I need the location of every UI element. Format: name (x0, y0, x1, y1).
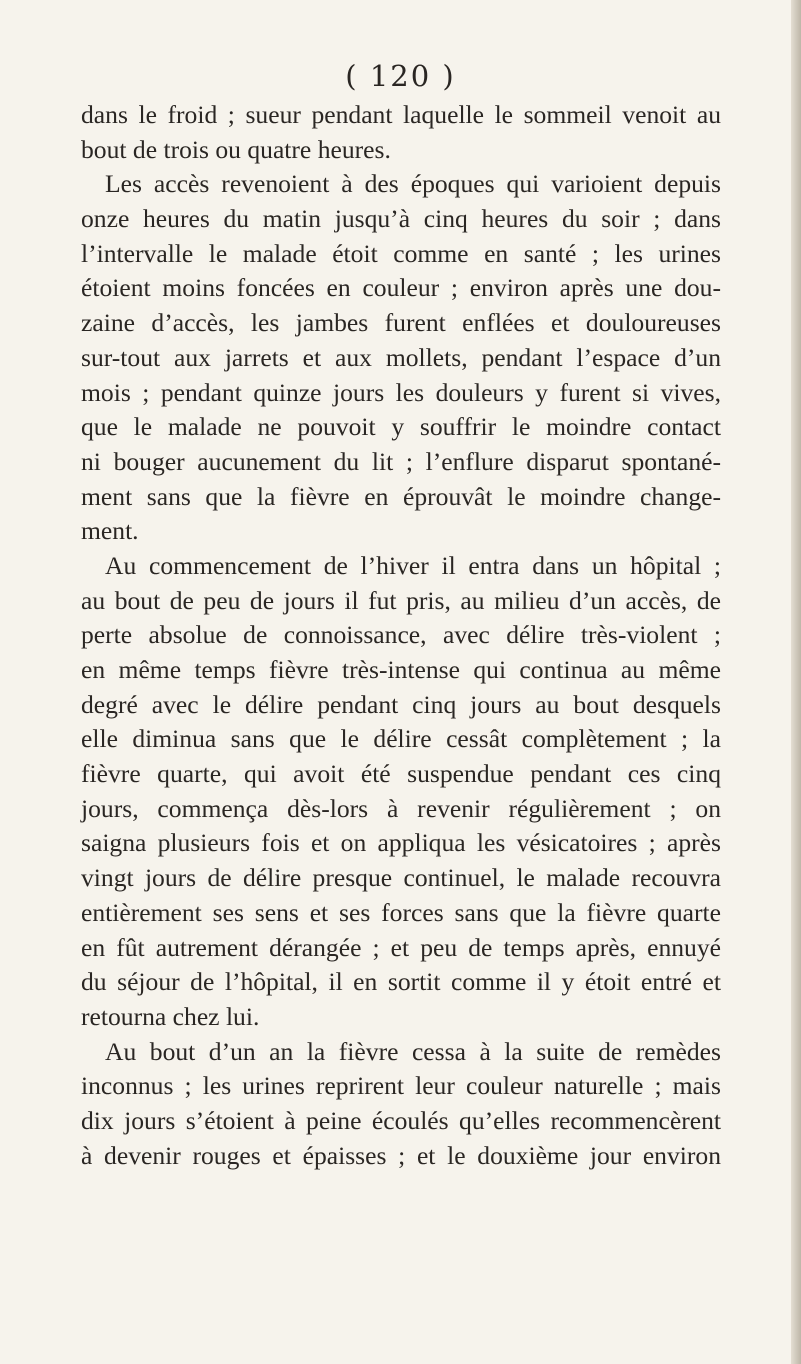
text-line: vingt jours de délire presque continuel, le malade recouvra (81, 863, 721, 893)
text-line: perte absolue de connoissance, avec délire très-violent ; (81, 620, 721, 650)
text-line: inconnus ; les urines reprirent leur couleur naturelle ; mais (81, 1071, 721, 1101)
text-line: mois ; pendant quinze jours les douleurs y furent si vives, (81, 377, 721, 407)
text-line: Au commencement de l’hiver il entra dans un hôpital ; (105, 550, 721, 580)
text-line: fièvre quarte, qui avoit été suspendue pendant ces cinq (81, 759, 721, 789)
text-line: elle diminua sans que le délire cessât complètement ; la (81, 724, 721, 754)
text-line: en fût autrement dérangée ; et peu de temps après, ennuyé (81, 932, 721, 962)
text-line: saigna plusieurs fois et on appliqua les vésicatoires ; après (81, 828, 721, 858)
text-line: ment sans que la fièvre en éprouvât le moindre change- (81, 481, 721, 511)
text-line: en même temps fièvre très-intense qui continua au même (81, 655, 721, 684)
text-line: que le malade ne pouvoit y souffrir le moindre contact (81, 412, 721, 442)
text-line: degré avec le délire pendant cinq jours au bout desquels (81, 689, 721, 719)
text-line: dans le froid ; sueur pendant laquelle le sommeil venoit au (81, 100, 721, 129)
text-line: retourna chez lui. (81, 1001, 260, 1031)
text-line: ment. (81, 516, 139, 546)
text-line: à devenir rouges et épaisses ; et le douxième jour environ (81, 1140, 721, 1170)
text-line: jours, commença dès-lors à revenir régulièrement ; on (81, 793, 721, 823)
text-line: Les accès revenoient à des époques qui varioient depuis (105, 169, 721, 199)
text-line: étoient moins foncées en couleur ; environ après une dou- (81, 273, 721, 303)
text-line: entièrement ses sens et ses forces sans que la fièvre quarte (81, 897, 721, 927)
text-line: l’intervalle le malade étoit comme en santé ; les urines (81, 238, 721, 268)
text-line: au bout de peu de jours il fut pris, au milieu d’un accès, de (81, 585, 721, 615)
page-edge-shadow (791, 0, 801, 1364)
text-line: bout de trois ou quatre heures. (81, 134, 391, 164)
text-line: du séjour de l’hôpital, il en sortit comme il y étoit entré et (81, 967, 721, 997)
text-line: sur-tout aux jarrets et aux mollets, pendant l’espace d’un (81, 342, 721, 372)
page-number: ( 120 ) (345, 59, 456, 93)
text-line: onze heures du matin jusqu’à cinq heures du soir ; dans (81, 204, 721, 234)
text-line: zaine d’accès, les jambes furent enflées et douloureuses (81, 308, 721, 338)
text-line: ni bouger aucunement du lit ; l’enflure disparut spontané- (81, 446, 721, 476)
text-line: Au bout d’un an la fièvre cessa à la suite de remèdes (105, 1036, 721, 1066)
text-line: dix jours s’étoient à peine écoulés qu’elles recommencèrent (81, 1105, 721, 1135)
body-text (81, 98, 721, 1173)
